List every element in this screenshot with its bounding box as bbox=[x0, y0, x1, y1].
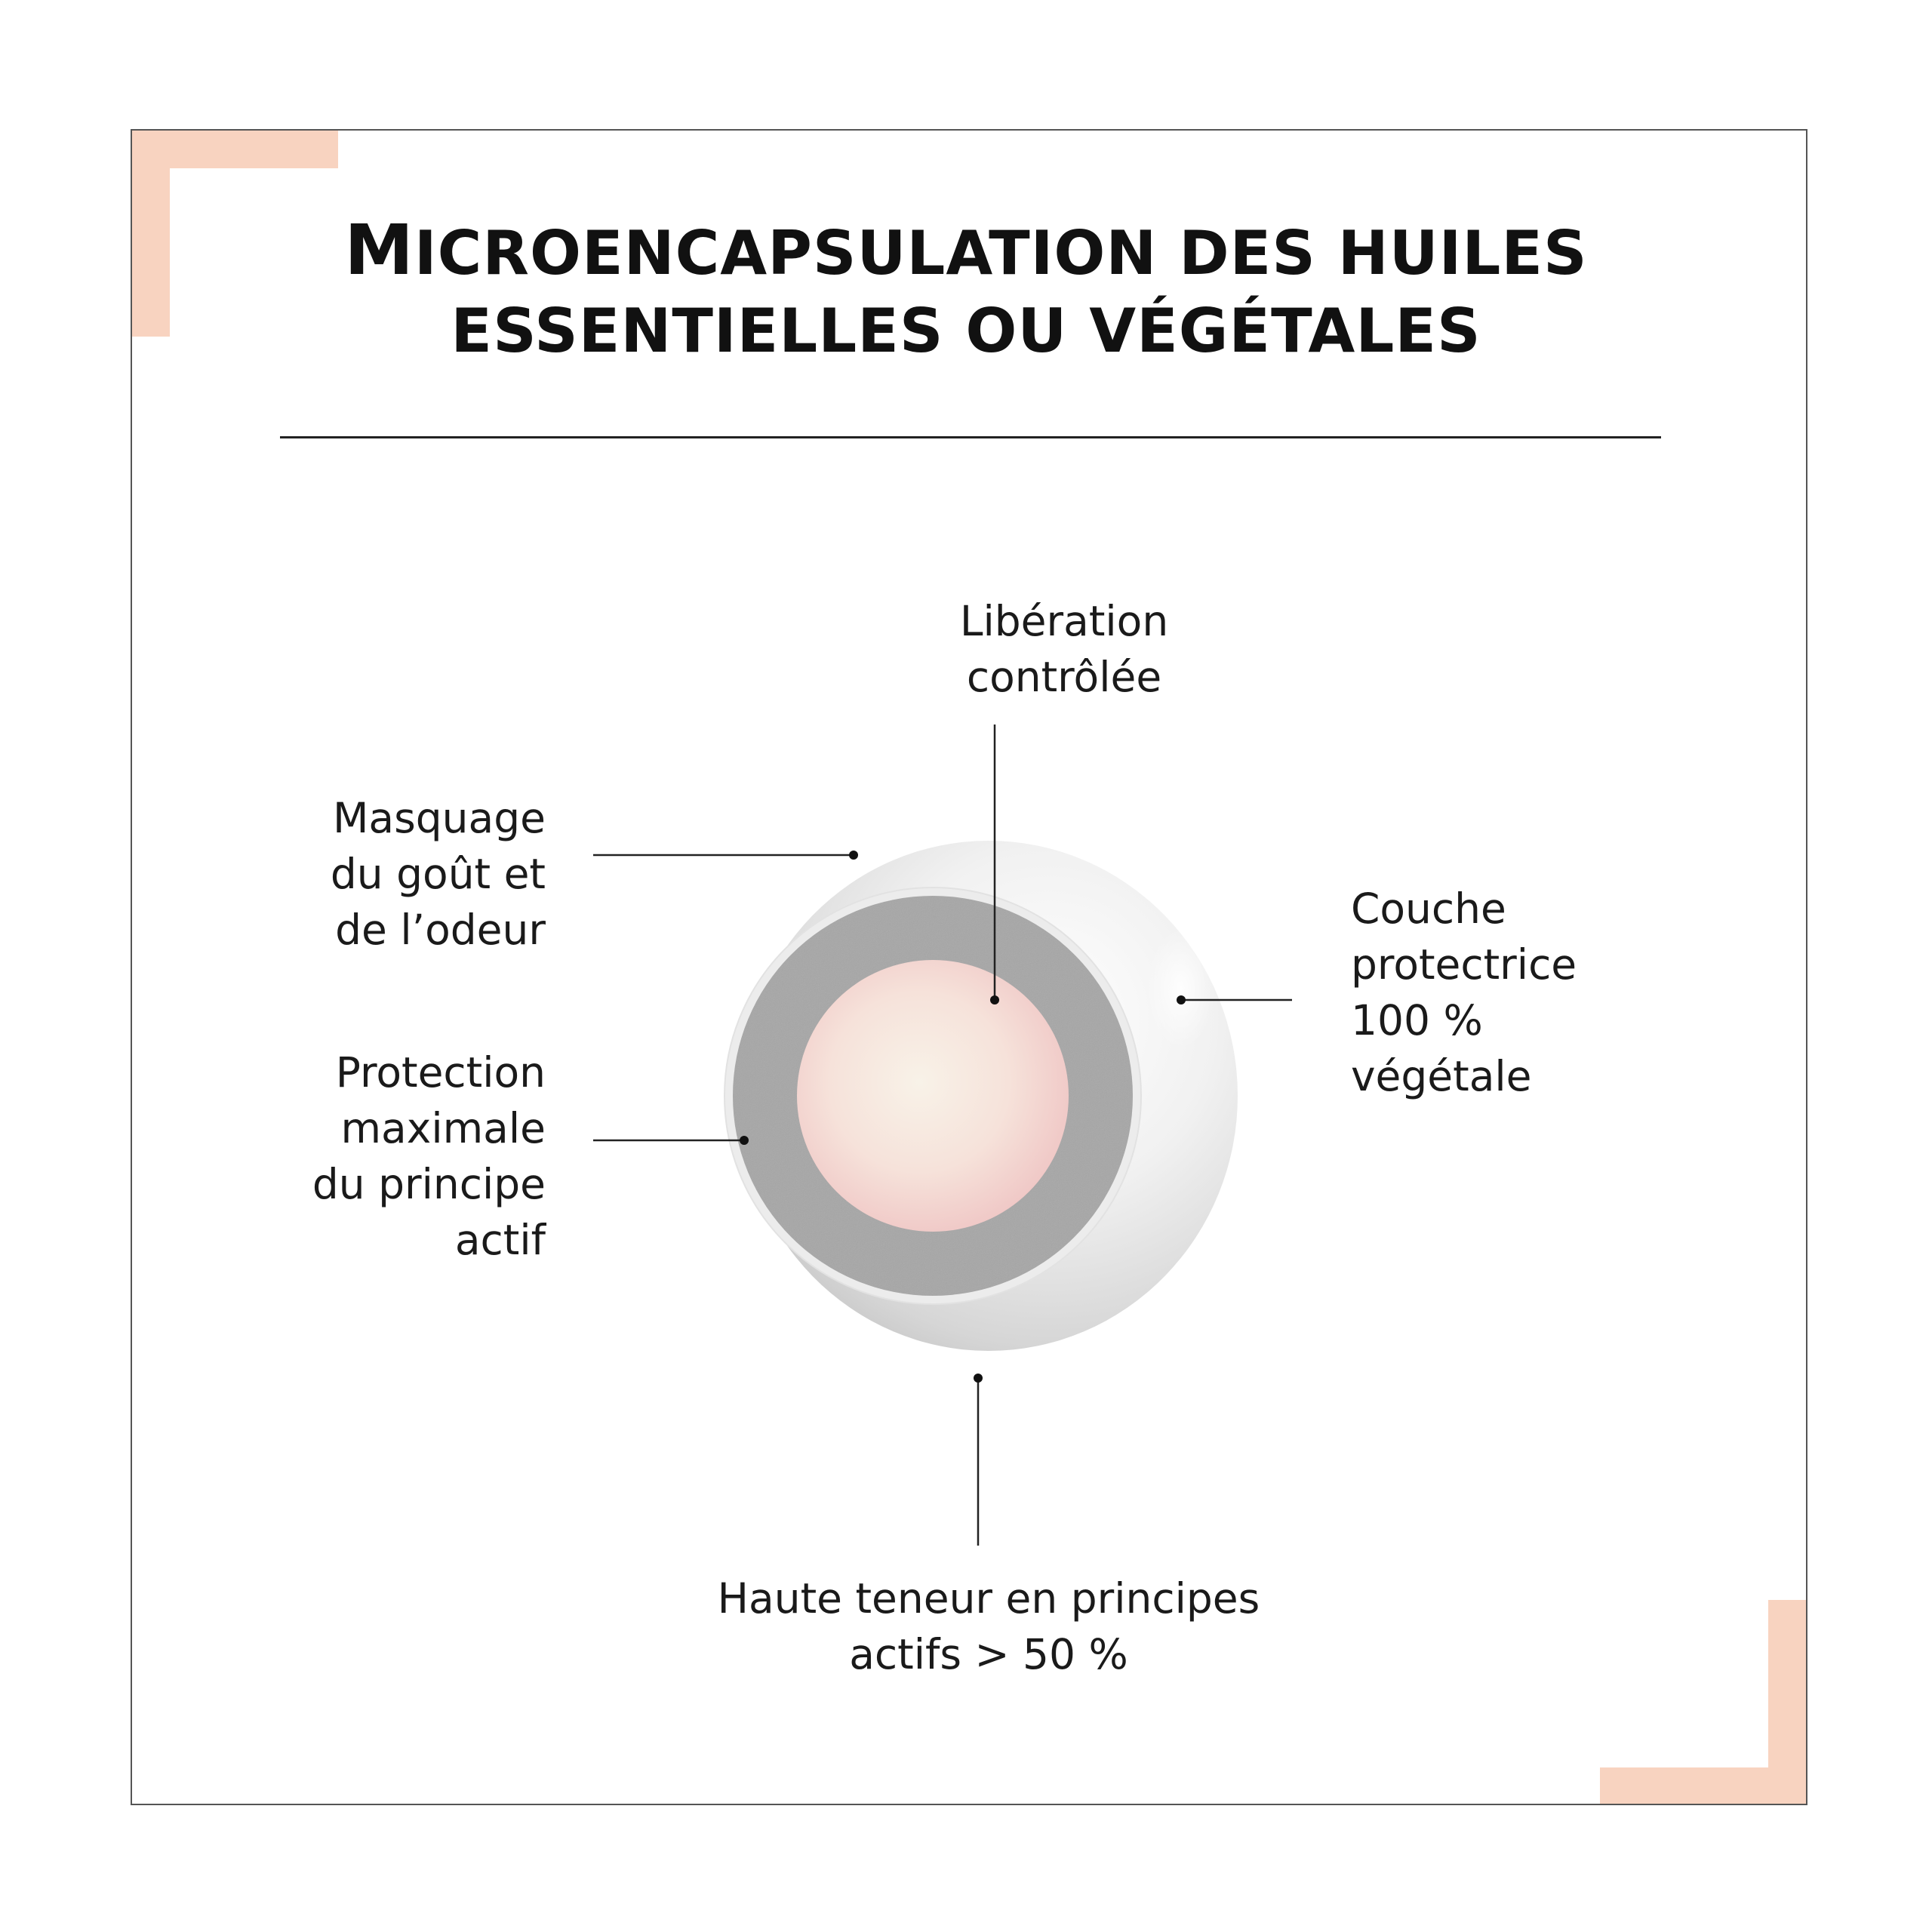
label-content: Haute teneur en principes actifs > 50 % bbox=[717, 1574, 1260, 1678]
shell-highlight bbox=[1147, 928, 1215, 1049]
dot-masking bbox=[849, 851, 858, 860]
dot-release bbox=[990, 995, 999, 1004]
dot-content bbox=[974, 1374, 983, 1383]
label-masking: Masquage du goût et de l’odeur bbox=[330, 794, 546, 954]
label-protection: Protection maximale du principe actif bbox=[312, 1048, 546, 1264]
label-coating: Couche protectrice 100 % végétale bbox=[1351, 884, 1577, 1100]
dot-coating bbox=[1177, 995, 1186, 1004]
title-line-1: MICROENCAPSULATION DES HUILES bbox=[344, 210, 1588, 291]
label-release: Libération contrôlée bbox=[959, 597, 1169, 701]
title-line-2: ESSENTIELLES OU VÉGÉTALES bbox=[451, 296, 1481, 366]
active-core bbox=[797, 960, 1069, 1232]
dot-protection bbox=[740, 1136, 749, 1145]
